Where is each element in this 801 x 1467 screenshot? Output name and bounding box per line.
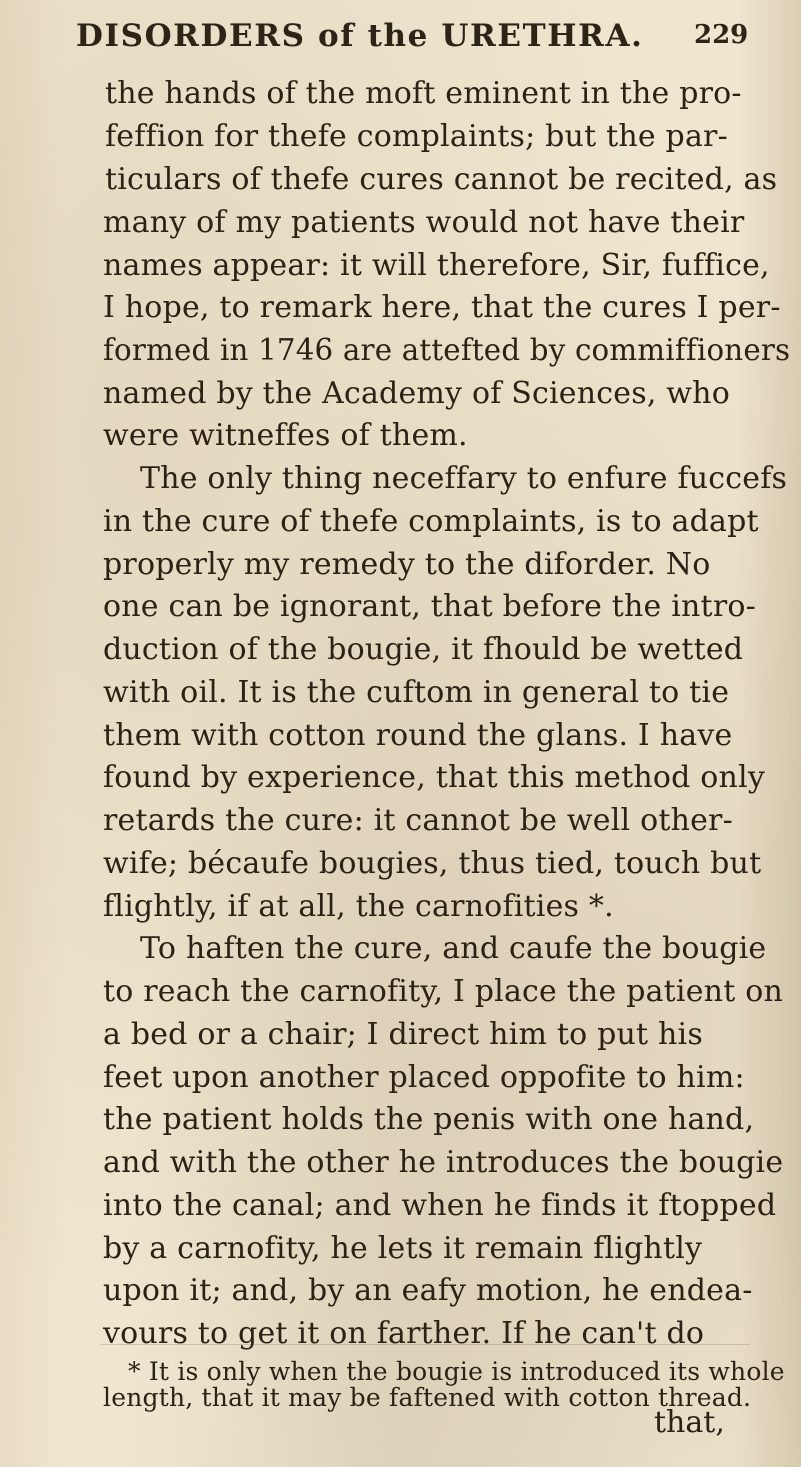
text-line: in the cure of thefe complaints, is to adapt xyxy=(103,504,759,539)
text-line: names appear: it will therefore, Sir, fuffice, xyxy=(103,248,770,283)
text-line: upon it; and, by an eafy motion, he endea- xyxy=(103,1273,753,1308)
text-line: were witneffes of them. xyxy=(103,418,468,453)
footnote-line: length, that it may be faftened with cotton thread. xyxy=(103,1383,752,1412)
footnote-line: * It is only when the bougie is introduced its whole xyxy=(128,1357,785,1386)
text-line: flightly, if at all, the carnofities *. xyxy=(103,889,614,924)
text-line: duction of the bougie, it fhould be wetted xyxy=(103,632,744,667)
text-line: them with cotton round the glans. I have xyxy=(103,718,733,753)
text-line: wife; bécaufe bougies, thus tied, touch but xyxy=(103,846,762,881)
text-line: the patient holds the penis with one hand, xyxy=(103,1102,755,1137)
running-head-title: DISORDERS of the URETHRA. xyxy=(76,18,644,54)
text-line: vours to get it on farther. If he can't do xyxy=(103,1316,705,1351)
text-line: many of my patients would not have their xyxy=(103,205,745,240)
footnote-divider xyxy=(100,1344,750,1345)
text-line: I hope, to remark here, that the cures I per- xyxy=(103,290,781,325)
text-line: the hands of the moft eminent in the pro- xyxy=(105,76,742,111)
text-line: formed in 1746 are attefted by commiffioners xyxy=(103,333,791,368)
text-line: properly my remedy to the diforder. No xyxy=(103,547,711,582)
catchword: that, xyxy=(654,1405,725,1440)
text-line: one can be ignorant, that before the intro- xyxy=(103,589,756,624)
text-line: feffion for thefe complaints; but the par- xyxy=(105,119,728,154)
text-line: feet upon another placed oppofite to him: xyxy=(103,1060,745,1095)
running-head xyxy=(0,18,801,58)
text-line: and with the other he introduces the bougie xyxy=(103,1145,784,1180)
text-line: found by experience, that this method only xyxy=(103,760,765,795)
text-line: with oil. It is the cuftom in general to tie xyxy=(103,675,730,710)
text-line: by a carnofity, he lets it remain flightly xyxy=(103,1231,703,1266)
text-line: To haften the cure, and caufe the bougie xyxy=(140,931,767,966)
text-line: to reach the carnofity, I place the patient on xyxy=(103,974,783,1009)
text-line: into the canal; and when he finds it ftopped xyxy=(103,1188,777,1223)
text-line: The only thing neceffary to enfure fuccefs xyxy=(140,461,788,496)
text-line: named by the Academy of Sciences, who xyxy=(103,376,730,411)
text-line: ticulars of thefe cures cannot be recited, as xyxy=(105,162,778,197)
text-line: a bed or a chair; I direct him to put his xyxy=(103,1017,703,1052)
page-number: 229 xyxy=(694,20,749,50)
text-line: retards the cure: it cannot be well other- xyxy=(103,803,733,838)
